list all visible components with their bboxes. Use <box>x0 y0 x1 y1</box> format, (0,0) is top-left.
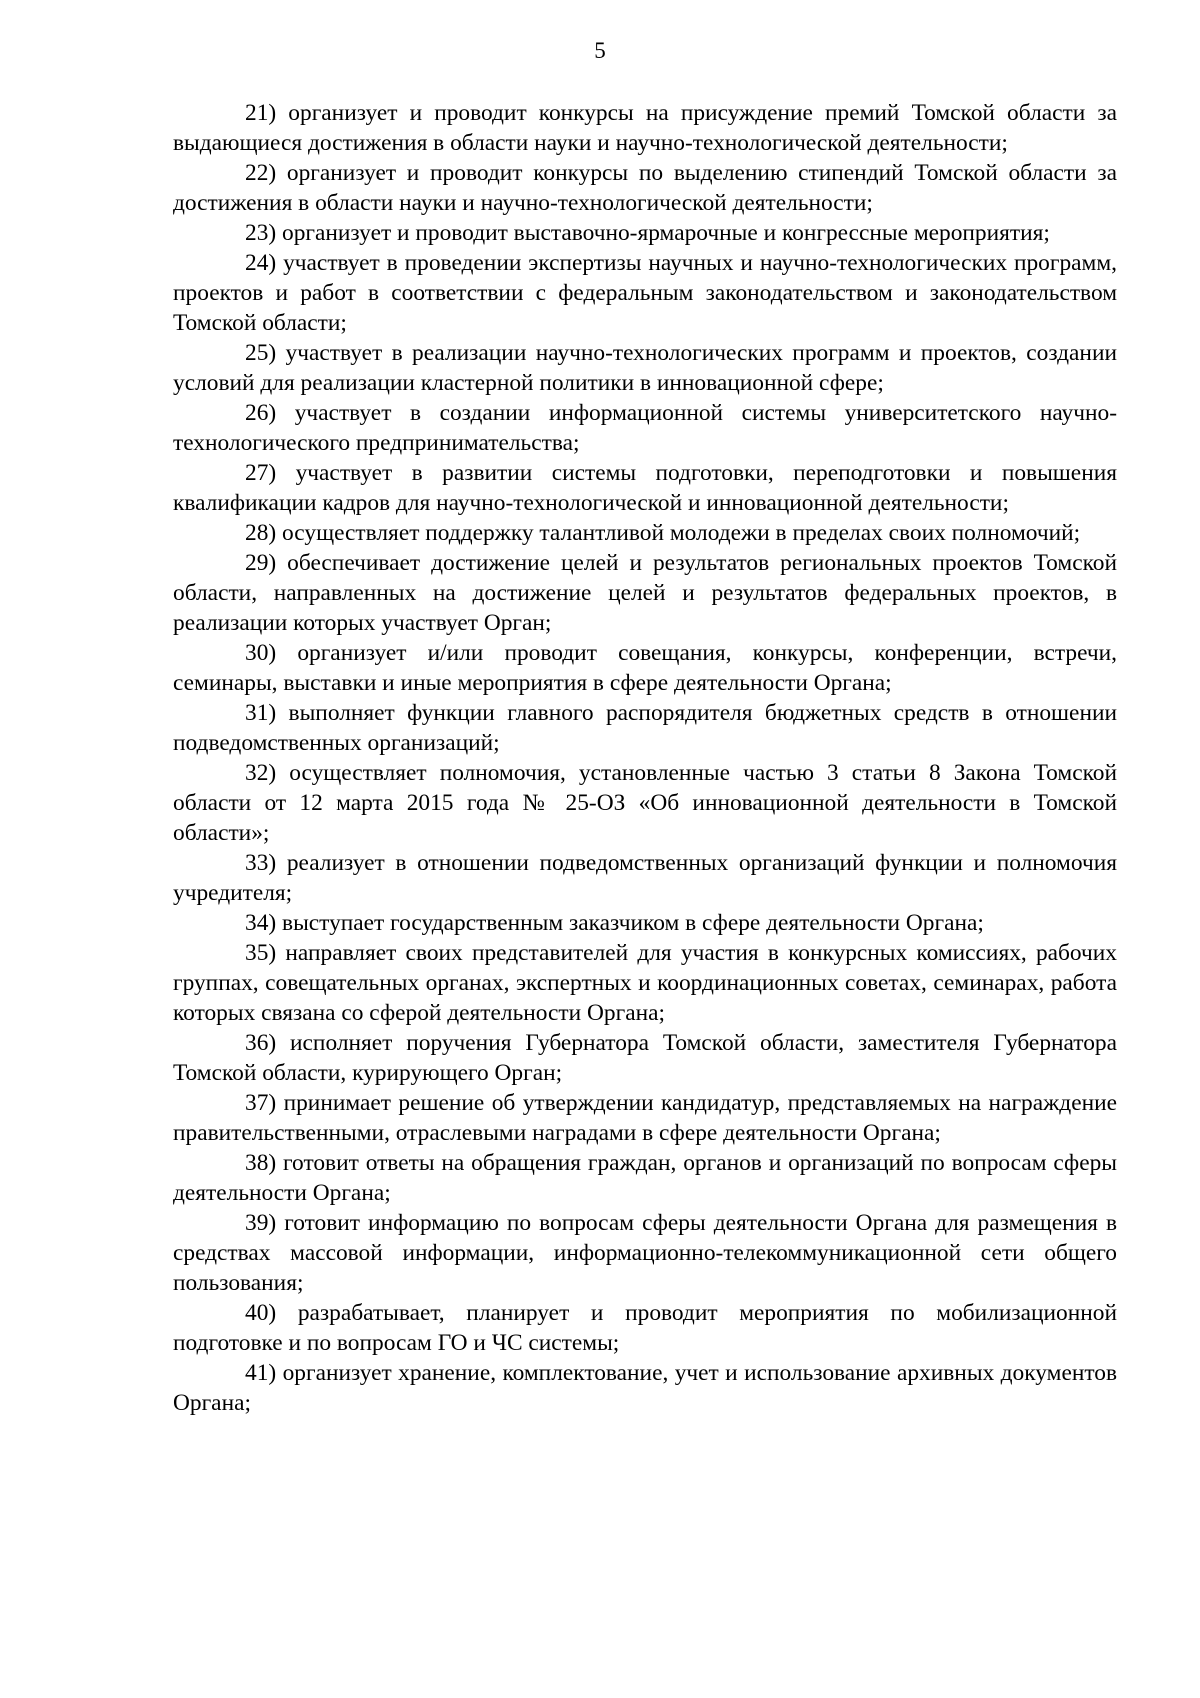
list-item: 32) осуществляет полномочия, установленные частью 3 статьи 8 Закона Томской области от 12 марта 2015 года № 25-ОЗ «Об инновационной деятельности в Томской области»; <box>173 760 1117 846</box>
page-number: 5 <box>594 38 606 63</box>
list-item: 25) участвует в реализации научно-технологических программ и проектов, создании условий для реализации кластерной политики в инновационной сфере; <box>173 340 1117 396</box>
list-item: 33) реализует в отношении подведомственных организаций функции и полномочия учредителя; <box>173 850 1117 906</box>
list-item: 31) выполняет функции главного распорядителя бюджетных средств в отношении подведомственных организаций; <box>173 700 1117 756</box>
list-item: 38) готовит ответы на обращения граждан, органов и организаций по вопросам сферы деятельности Органа; <box>173 1150 1117 1206</box>
document-body <box>173 98 1117 1418</box>
list-item: 24) участвует в проведении экспертизы научных и научно-технологических программ, проектов и работ в соответствии с федеральным законодательством и законодательством Томской области; <box>173 250 1117 336</box>
list-item: 36) исполняет поручения Губернатора Томской области, заместителя Губернатора Томской области, курирующего Орган; <box>173 1030 1117 1086</box>
list-item: 29) обеспечивает достижение целей и результатов региональных проектов Томской области, направленных на достижение целей и результатов федеральных проектов, в реализации которых участвует Орган; <box>173 550 1117 636</box>
list-item: 23) организует и проводит выставочно-ярмарочные и конгрессные мероприятия; <box>245 220 1050 246</box>
list-item: 40) разрабатывает, планирует и проводит мероприятия по мобилизационной подготовке и по вопросам ГО и ЧС системы; <box>173 1300 1117 1356</box>
list-item: 28) осуществляет поддержку талантливой молодежи в пределах своих полномочий; <box>245 520 1081 546</box>
list-item: 34) выступает государственным заказчиком в сфере деятельности Органа; <box>245 910 984 936</box>
list-item: 21) организует и проводит конкурсы на присуждение премий Томской области за выдающиеся достижения в области науки и научно-технологической деятельности; <box>173 100 1117 156</box>
list-item: 41) организует хранение, комплектование, учет и использование архивных документов Органа; <box>173 1360 1117 1416</box>
list-item: 37) принимает решение об утверждении кандидатур, представляемых на награждение правительственными, отраслевыми наградами в сфере деятельности Органа; <box>173 1090 1117 1146</box>
list-item: 30) организует и/или проводит совещания, конкурсы, конференции, встречи, семинары, выставки и иные мероприятия в сфере деятельности Органа; <box>173 640 1117 696</box>
list-item: 35) направляет своих представителей для участия в конкурсных комиссиях, рабочих группах, совещательных органах, экспертных и координационных советах, семинарах, работа которых связана со сферой деятельности Органа; <box>173 940 1117 1026</box>
list-item: 26) участвует в создании информационной системы университетского научно-технологического предпринимательства; <box>173 400 1117 456</box>
list-item: 39) готовит информацию по вопросам сферы деятельности Органа для размещения в средствах массовой информации, информационно-телекоммуникационной сети общего пользования; <box>173 1210 1117 1296</box>
list-item: 27) участвует в развитии системы подготовки, переподготовки и повышения квалификации кадров для научно-технологической и инновационной деятельности; <box>173 460 1117 516</box>
list-item: 22) организует и проводит конкурсы по выделению стипендий Томской области за достижения в области науки и научно-технологической деятельности; <box>173 160 1117 216</box>
